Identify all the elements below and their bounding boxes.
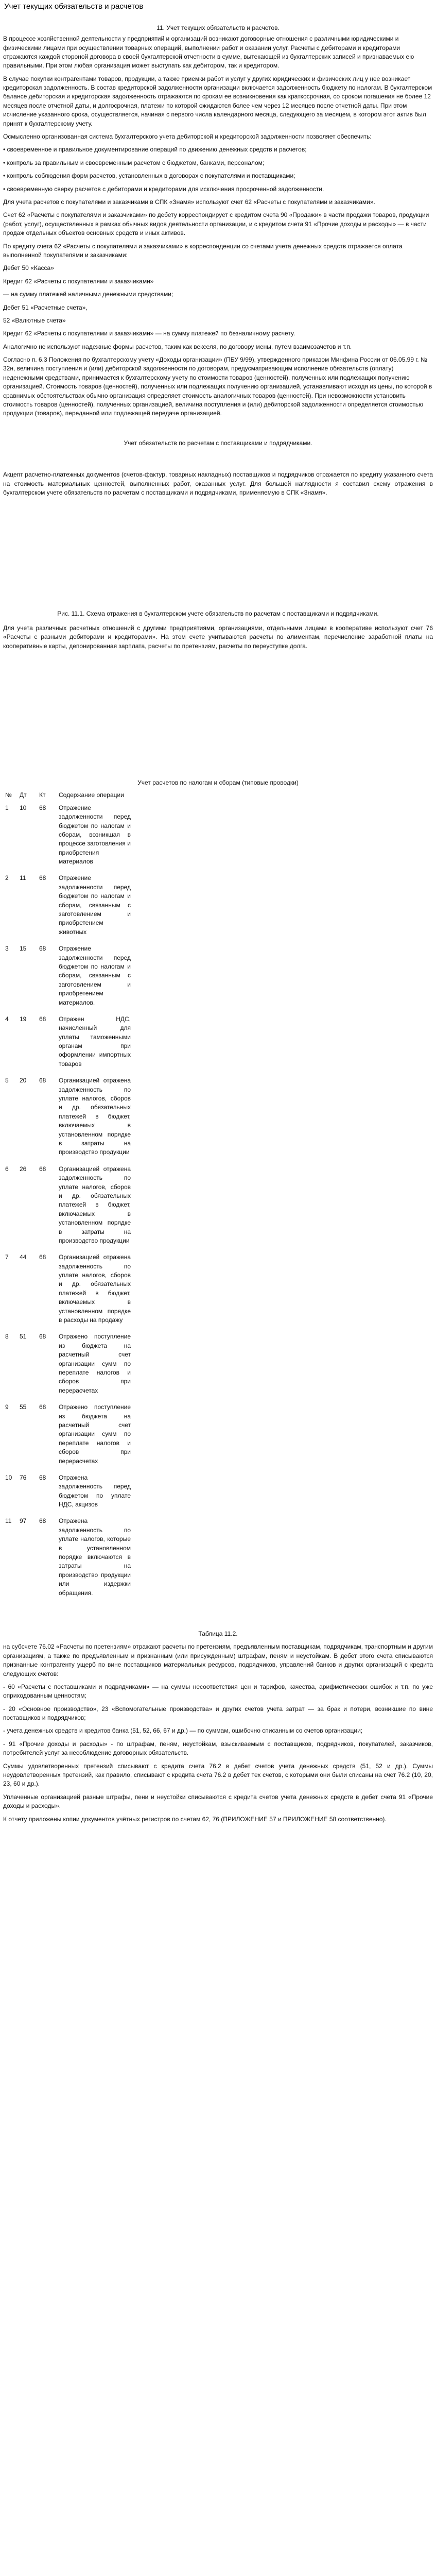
operation-content: Отражено поступление из бюджета на расчетный счет организации сумм по переплате налогов и сборов при перерасчетах bbox=[59, 1333, 131, 1394]
paragraph: Акцепт расчетно-платежных документов (счетов-фактур, товарных накладных) поставщиков и подрядчиков отражается по кредиту указанного счета на стоимость материальных ценностей, выполненных работ, оказанных услуг. Для большей наглядности я составил схему отражения в бухгалтерском учете обязательств по расчетам с поставщиками и подрядчиками, применяемую в СПК «Знамя». bbox=[3, 471, 433, 496]
credit-account: 68 bbox=[39, 1517, 46, 1525]
debit-account: 97 bbox=[20, 1517, 27, 1525]
table-row bbox=[3, 1252, 133, 1332]
row-number: 7 bbox=[5, 1253, 9, 1261]
figure-caption: Рис. 11.1. Схема отражения в бухгалтерском учете обязательств по расчетам с поставщиками и подрядчиками. bbox=[57, 610, 379, 618]
journal-title: Учет расчетов по налогам и сборам (типовые проводки) bbox=[137, 778, 299, 786]
list-item: • контроль за правильным и своевременным расчетом с бюджетом, банками, персоналом; bbox=[3, 159, 265, 166]
table-row bbox=[3, 1014, 133, 1076]
list-item: - учета денежных средств и кредитов банка (51, 52, 66, 67 и др.) — по суммам, ошибочно списанным со счетов организации; bbox=[3, 1727, 363, 1735]
column-header: № bbox=[5, 791, 12, 799]
page-title: Учет текущих обязательств и расчетов bbox=[4, 2, 144, 11]
credit-account: 68 bbox=[39, 1403, 46, 1411]
entry-line: 52 «Валютные счета» bbox=[3, 316, 66, 324]
row-number: 2 bbox=[5, 874, 9, 882]
paragraph: на субсчете 76.02 «Расчеты по претензиям» отражают расчеты по претензиям, предъявленным поставщикам, подрядчикам, транспортным и другим организациям, а также по предъявленным и признанным (или присужденным) штрафам, пеням и неустойкам. В дебет этого счета списываются признанные контрагенту ущерб по вине поставщиков материальных ресурсов, подрядчиков, управлений банков и других организаций с кредита следующих счетов: bbox=[3, 1643, 433, 1677]
credit-account: 68 bbox=[39, 1077, 46, 1084]
document-page bbox=[0, 1, 436, 1849]
section-heading-suppliers: Учет обязательств по расчетам с поставщиками и подрядчиками. bbox=[124, 439, 312, 447]
table-row bbox=[3, 1076, 133, 1164]
list-item: • контроль соблюдения форм расчетов, установленных в договорах с покупателями и поставщиками; bbox=[3, 172, 295, 180]
table-row bbox=[3, 944, 133, 1014]
paragraph: В случае покупки контрагентами товаров, продукции, а также приемки работ и услуг у других юридических и физических лиц у нее возникает кредиторская задолженность. В состав кредиторской задолженности организации включается задолженность бюджету по налогам. В бухгалтерском балансе дебиторская и кредиторская задолженность отражаются по срокам ее возникновения как краткосрочная, со сроком погашения не более 12 месяцев после отчетной даты, и долгосрочная, платежи по которой ожидаются более чем через 12 месяцев после отчетной даты. При этом исчисление указанного срока, осуществляется, начиная с первого числа календарного месяца, следующего за месяцем, в котором этот актив был принят к бухгалтерскому учету. bbox=[3, 75, 432, 127]
operation-content: Отражение задолженности перед бюджетом по налогам и сборам, связанным с заготовлением и приобретением животных bbox=[59, 874, 131, 936]
table-caption: Таблица 11.2. bbox=[198, 1630, 238, 1637]
row-number: 3 bbox=[5, 945, 9, 953]
paragraph: Согласно п. 6.3 Положения по бухгалтерскому учету «Доходы организации» (ПБУ 9/99), утвержденного приказом Минфина России от 06.05.99 г. № 32н, величина поступления и (или) дебиторской задолженности по договорам, предусматривающим исполнение обязательств (оплату) неденежными средствами, принимается к бухгалтерскому учету по стоимости товаров (ценностей), полученных или подлежащих получению организацией. Стоимость товаров (ценностей), полученных или подлежащих получению организацией, устанавливают исходя из цены, по которой в сравнимых обстоятельствах обычно организация определяет стоимость аналогичных товаров (ценностей). При невозможности установить стоимость товаров (ценностей), полученных организацией, величина поступления и (или) дебиторской задолженности определяется стоимостью продукции (товаров), переданной или подлежащей передаче организацией. bbox=[3, 356, 432, 417]
debit-account: 76 bbox=[20, 1473, 27, 1481]
credit-account: 68 bbox=[39, 804, 46, 811]
row-number: 4 bbox=[5, 1015, 9, 1023]
paragraph: В процессе хозяйственной деятельности у предприятий и организаций возникают договорные отношения с различными юридическими и физическими лицами при осуществлении товарных операций, выполнении работ и оказании услуг. Расчеты с дебиторами и кредиторами отражаются каждой стороной договора в своей бухгалтерской отчетности в сумме, вытекающей из бухгалтерских записей и признаваемых ею правильными. При этом любая организация может выступать как дебитором, так и кредитором. bbox=[3, 35, 414, 70]
entry-line: Кредит 62 «Расчеты с покупателями и заказчиками» — на сумму платежей по безналичному расчету. bbox=[3, 330, 295, 337]
credit-account: 68 bbox=[39, 874, 46, 882]
table-row bbox=[3, 803, 133, 874]
entry-line: Кредит 62 «Расчеты с покупателями и заказчиками» bbox=[3, 277, 154, 285]
operation-content: Организацией отражена задолженность по уплате налогов, сборов и др. обязательных платежей в бюджет, включаемых в установленном порядке в затраты на производство продукции bbox=[59, 1165, 131, 1244]
debit-account: 44 bbox=[20, 1253, 27, 1261]
section-heading-obligations: 11. Учет текущих обязательств и расчетов. bbox=[156, 24, 280, 31]
paragraph: Для учета расчетов с покупателями и заказчиками в СПК «Знамя» используют счет 62 «Расчеты с покупателями и заказчиками». bbox=[3, 198, 375, 206]
credit-account: 68 bbox=[39, 945, 46, 953]
paragraph: Счет 62 «Расчеты с покупателями и заказчиками» по дебету корреспондирует с кредитом счета 90 «Продажи» в части продажи товаров, продукции (работ, услуг), осуществленных в рамках обычных видов деятельности организации, и с кредитом счета 91 «Прочие доходы и расходы» — в части продаж отдельных объектов основных средств и иных активов. bbox=[3, 211, 429, 237]
operation-content: Организацией отражена задолженность по уплате налогов, сборов и др. обязательных платежей в бюджет, включаемых в установленном порядке в расходы на продажу bbox=[59, 1253, 131, 1324]
operation-content: Отражено поступление из бюджета на расчетный счет организации сумм по переплате налогов и сборов при перерасчетах bbox=[59, 1403, 131, 1465]
paragraph: По кредиту счета 62 «Расчеты с покупателями и заказчиками» в корреспонденции со счетами учета денежных средств отражается оплата выполненной покупателями и заказчиками: bbox=[3, 242, 403, 259]
paragraph: Уплаченные организацией разные штрафы, пени и неустойки списываются с кредита счетов учета денежных средств в дебет счета 91 «Прочие доходы и расходы». bbox=[3, 1793, 433, 1810]
section-claims-body bbox=[3, 1642, 433, 1824]
debit-account: 10 bbox=[20, 804, 27, 811]
operation-content: Отражена задолженность по уплате налогов, которые в установленном порядке включаются в затраты на производство продукции или издержки обращения. bbox=[59, 1517, 131, 1597]
credit-account: 68 bbox=[39, 1015, 46, 1023]
table-row bbox=[3, 1473, 133, 1517]
column-header: Содержание операции bbox=[59, 791, 124, 799]
column-header: Дт bbox=[20, 791, 27, 799]
row-number: 9 bbox=[5, 1403, 9, 1411]
row-number: 10 bbox=[5, 1473, 12, 1481]
table-row bbox=[3, 1516, 133, 1605]
table-row bbox=[3, 1402, 133, 1473]
journal-body bbox=[3, 803, 133, 1605]
list-item: - 20 «Основное производство», 23 «Вспомогательные производства» и других счетов учета затрат — за брак и потери, возникшие по вине поставщиков и подрядчиков; bbox=[3, 1705, 433, 1722]
row-number: 11 bbox=[5, 1517, 12, 1525]
entry-line: Дебет 50 «Касса» bbox=[3, 264, 54, 272]
entry-line: — на сумму платежей наличными денежными средствами; bbox=[3, 291, 173, 298]
column-header: Кт bbox=[39, 791, 46, 799]
credit-account: 68 bbox=[39, 1253, 46, 1261]
table-row bbox=[3, 1164, 133, 1253]
operation-content: Отражен НДС, начисленный для уплаты таможенными органам при оформлении импортных товаров bbox=[59, 1015, 131, 1067]
operation-content: Отражение задолженности перед бюджетом по налогам и сборам, возникшая в процессе заготовления и приобретения материалов bbox=[59, 804, 131, 866]
debit-account: 15 bbox=[20, 945, 27, 953]
list-item: - 91 «Прочие доходы и расходы» - по штрафам, пеням, неустойкам, взыскиваемым с поставщиков, подрядчиков, покупателей, заказчиков, потребителей услуг за несоблюдение договорных обязательств. bbox=[3, 1740, 433, 1757]
operation-content: Отражение задолженности перед бюджетом по налогам и сборам, связанным с заготовлением и приобретением материалов. bbox=[59, 945, 131, 1006]
row-number: 1 bbox=[5, 804, 9, 811]
credit-account: 68 bbox=[39, 1473, 46, 1481]
debit-account: 11 bbox=[20, 874, 26, 882]
credit-account: 68 bbox=[39, 1165, 46, 1173]
journal-table bbox=[3, 790, 133, 1605]
debit-account: 51 bbox=[20, 1333, 27, 1341]
paragraph: Аналогично не используют надежные формы расчетов, таким как векселя, по договору мены, путем взаимозачетов и т.п. bbox=[3, 343, 352, 350]
debit-account: 26 bbox=[20, 1165, 27, 1173]
table-row bbox=[3, 873, 133, 944]
paragraph: Для учета различных расчетных отношений с другими предприятиями, организациями, отдельными лицами в кооперативе используют счет 76 «Расчеты с разными дебиторами и кредиторами». На этом счете учитываются расчеты по алиментам, перечисление заработной платы на кооперативные карты, депонированная зарплата, расчеты по претензиям, расчеты по переуступке долга. bbox=[3, 624, 433, 650]
paragraph: К отчету приложены копии документов учётных регистров по счетам 62, 76 (ПРИЛОЖЕНИЕ 57 и ПРИЛОЖЕНИЕ 58 соответственно). bbox=[3, 1815, 387, 1823]
operation-content: Отражена задолженность перед бюджетом по уплате НДС, акцизов bbox=[59, 1473, 131, 1509]
table-row bbox=[3, 1332, 133, 1402]
entry-line: Дебет 51 «Расчетные счета», bbox=[3, 303, 88, 311]
list-item: • своевременное и правильное документирование операций по движению денежных средств и расчетов; bbox=[3, 146, 307, 154]
debit-account: 20 bbox=[20, 1077, 27, 1084]
debit-account: 19 bbox=[20, 1015, 27, 1023]
row-number: 6 bbox=[5, 1165, 9, 1173]
paragraph: Осмысленно организованная система бухгалтерского учета дебиторской и кредиторской задолженности позволяет обеспечить: bbox=[3, 133, 372, 141]
figure-placeholder bbox=[3, 501, 433, 609]
table-header-row bbox=[3, 790, 133, 803]
list-item: - 60 «Расчеты с поставщиками и подрядчиками» — на суммы несоответствия цен и тарифов, качества, арифметических ошибок и т.п. по уже оприходованным ценностям; bbox=[3, 1683, 433, 1700]
credit-account: 68 bbox=[39, 1333, 46, 1341]
row-number: 8 bbox=[5, 1333, 9, 1341]
debit-account: 55 bbox=[20, 1403, 27, 1411]
section-obligations-body bbox=[3, 35, 433, 418]
list-item: • своевременную сверку расчетов с дебиторами и кредиторами для исключения просроченной задолженности. bbox=[3, 185, 324, 193]
paragraph: Суммы удовлетворенных претензий списывают с кредита счета 76.2 в дебет счетов учета денежных средств (51, 52 и др.). Суммы неудовлетворенных претензий, как правило, списывают с кредита счета 76.2 в дебет тех счетов, с которыми они были списаны на счет 76.2 (10, 20, 23, 60 и др.). bbox=[3, 1762, 433, 1788]
operation-content: Организацией отражена задолженность по уплате налогов, сборов и др. обязательных платежей в бюджет, включаемых в установленном порядке в затраты на производство продукции bbox=[59, 1077, 131, 1156]
row-number: 5 bbox=[5, 1077, 9, 1084]
